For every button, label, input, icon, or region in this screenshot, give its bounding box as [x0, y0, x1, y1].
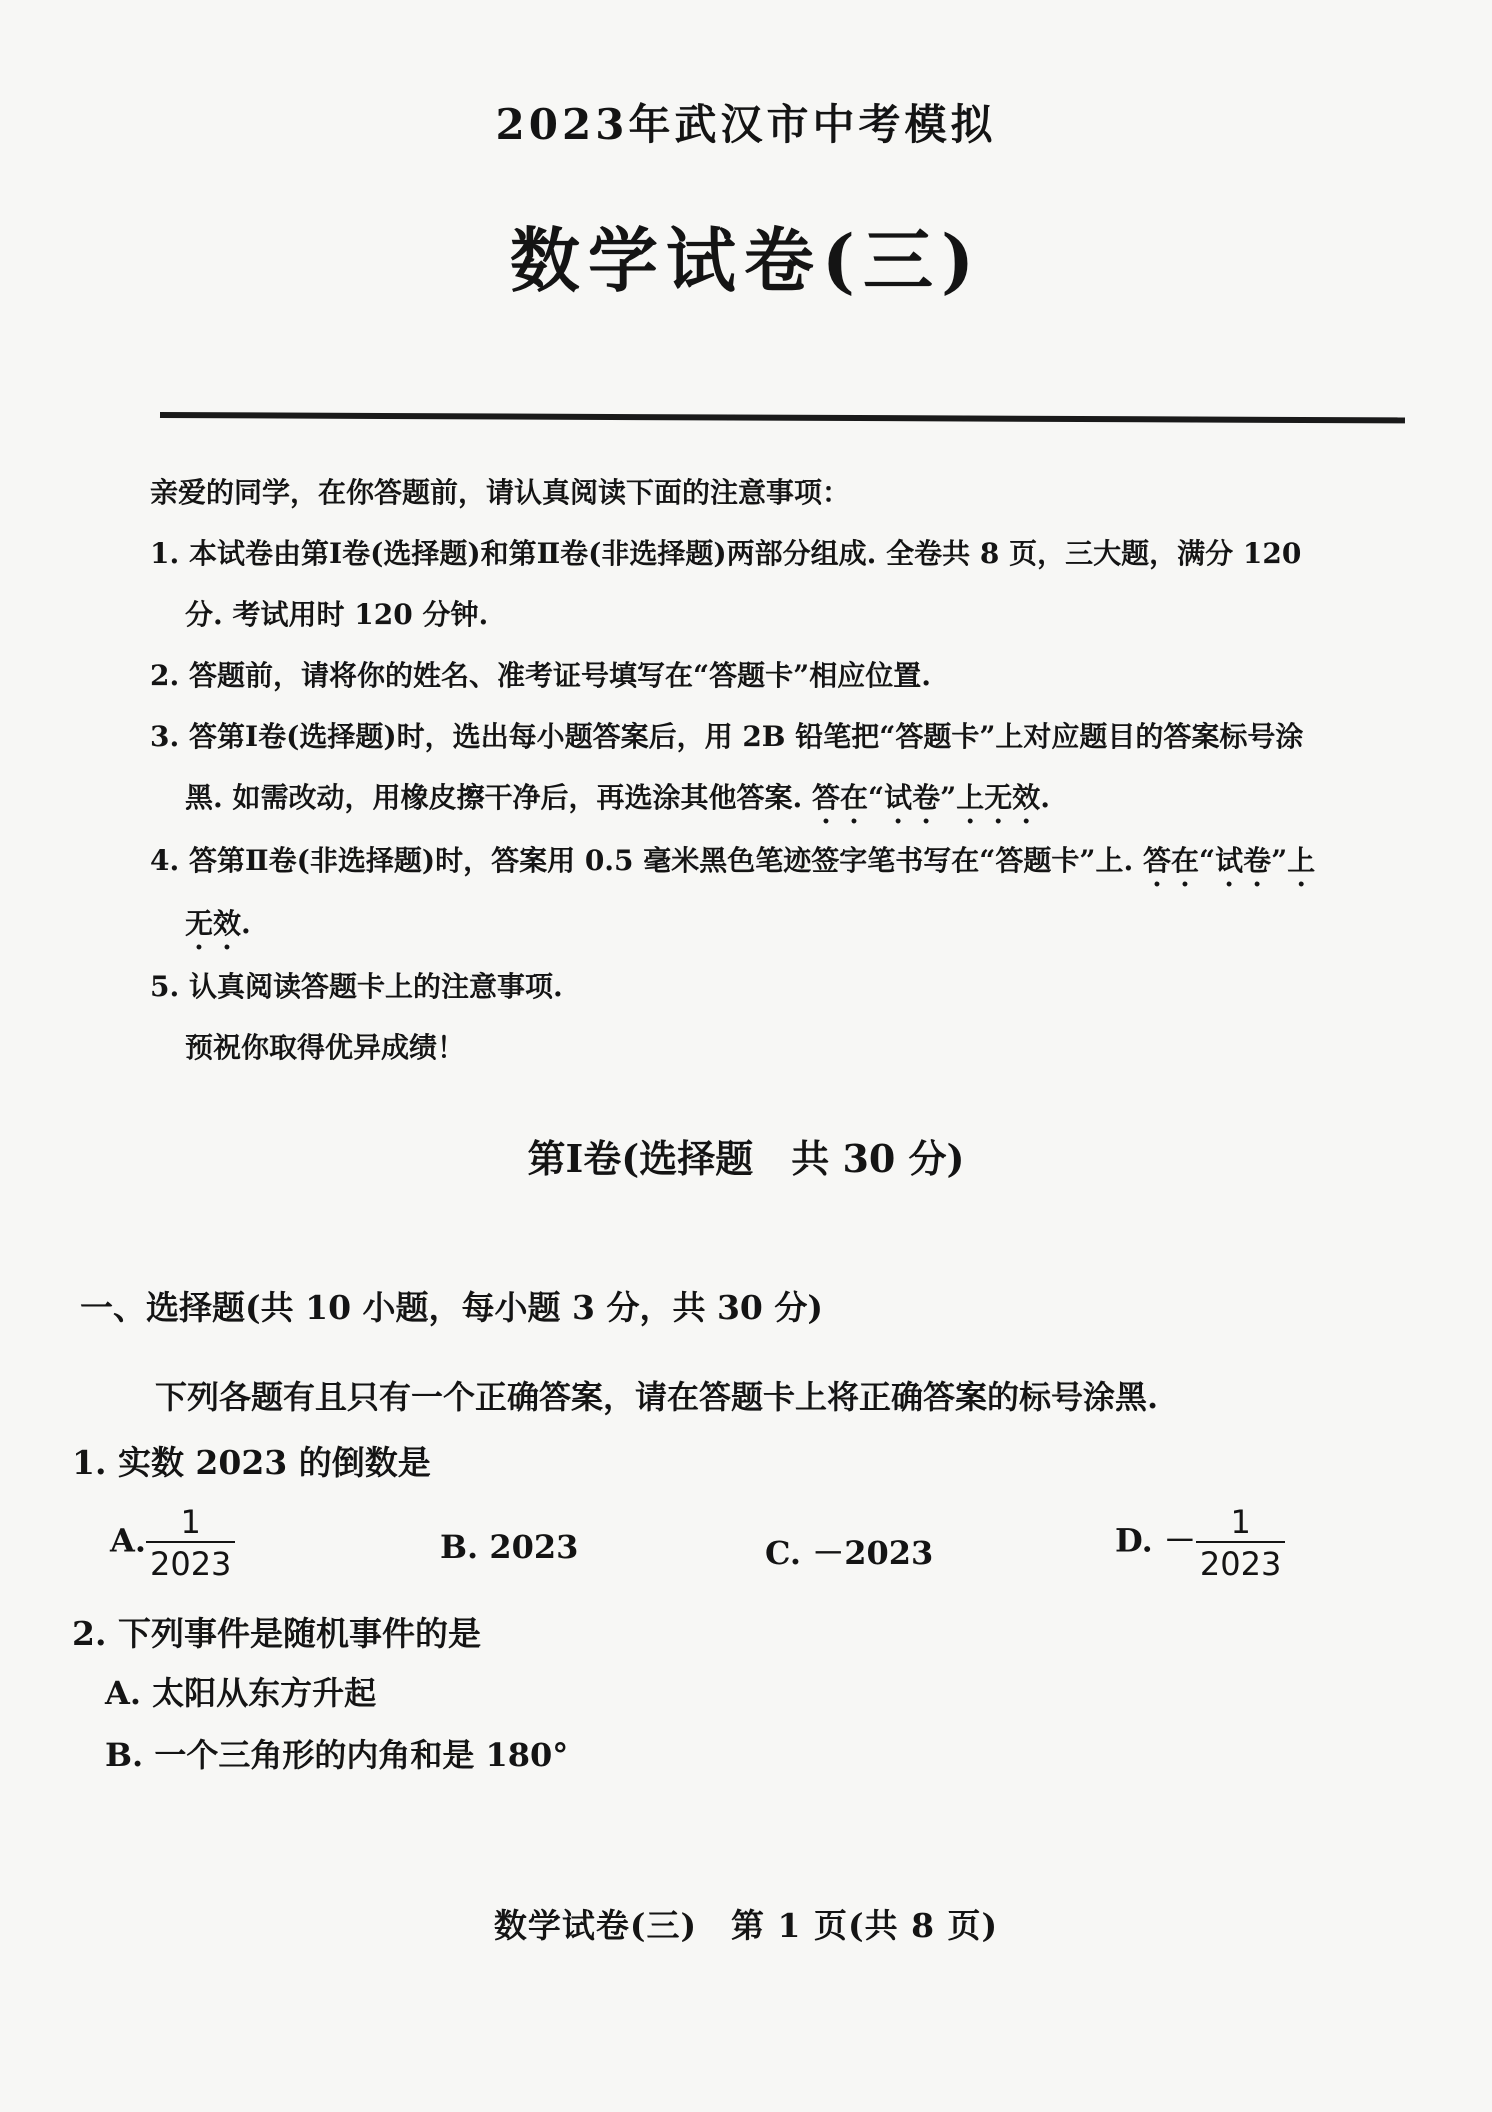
exam-title: 2023年武汉市中考模拟: [495, 100, 997, 149]
option-d-label: D. －: [1115, 1521, 1196, 1560]
notice-wish: 预祝你取得优异成绩！: [185, 1031, 466, 1064]
paper-title: 数学试卷(三): [509, 219, 983, 302]
question-2-stem: 2. 下列事件是随机事件的是: [72, 1614, 481, 1653]
question-1-option-c: C. －2023: [765, 1534, 934, 1572]
question-2-option-b: B. 一个三角形的内角和是 180°: [105, 1736, 569, 1774]
page-footer: 数学试卷(三) 第 1 页(共 8 页): [493, 1906, 999, 1945]
question-1-stem: 1. 实数 2023 的倒数是: [72, 1443, 431, 1482]
notice-item-1: 1. 本试卷由第Ⅰ卷(选择题)和第Ⅱ卷(非选择题)两部分组成. 全卷共 8 页，三大题，满分 120: [150, 537, 1302, 570]
question-1-option-d: [1115, 1503, 1285, 1583]
header-divider: [160, 412, 1405, 423]
option-d-denominator: 2023: [1196, 1541, 1285, 1583]
part-heading: 一、选择题(共 10 小题，每小题 3 分，共 30 分): [80, 1288, 823, 1327]
notice-item-4: [150, 830, 1410, 893]
notice-item-3: 3. 答第Ⅰ卷(选择题)时，选出每小题答案后，用 2B 铅笔把“答题卡”上对应题目的答案标号涂: [150, 720, 1304, 753]
option-a-denominator: 2023: [146, 1541, 235, 1583]
option-d-numerator: 1: [1230, 1503, 1251, 1541]
question-2-option-a: A. 太阳从东方升起: [105, 1674, 377, 1712]
notice-item-3-cont: [150, 767, 1410, 830]
notice-item-3-emphasis: 答在“试卷”上无效.: [812, 781, 1050, 814]
notice-item-1-cont: 分. 考试用时 120 分钟.: [185, 598, 489, 631]
question-1-option-a: [110, 1503, 235, 1583]
notice-item-2: 2. 答题前，请将你的姓名、准考证号填写在“答题卡”相应位置.: [150, 659, 931, 692]
notice-item-3-text: 黑. 如需改动，用橡皮擦干净后，再选涂其他答案.: [185, 781, 812, 814]
notice-item-4-emphasis-cont: 无效.: [185, 907, 251, 940]
part-instruction: 下列各题有且只有一个正确答案，请在答题卡上将正确答案的标号涂黑.: [155, 1378, 1159, 1416]
notice-item-4-text: 4. 答第Ⅱ卷(非选择题)时，答案用 0.5 毫米黑色笔迹签字笔书写在“答题卡”上.: [150, 844, 1143, 877]
notice-greeting: 亲爱的同学，在你答题前，请认真阅读下面的注意事项：: [150, 476, 851, 509]
option-d-fraction: [1196, 1503, 1285, 1583]
notice-item-4-emphasis: 答在“试卷”上: [1143, 844, 1316, 877]
option-a-fraction: [146, 1503, 235, 1583]
notice-item-4-cont: [150, 893, 1410, 956]
section-title: 第Ⅰ卷(选择题 共 30 分): [527, 1136, 965, 1181]
notice-item-5: 5. 认真阅读答题卡上的注意事项.: [150, 970, 563, 1003]
option-a-numerator: 1: [180, 1503, 201, 1541]
option-a-label: A.: [110, 1521, 146, 1560]
notice-block: [150, 462, 1410, 1078]
question-1-option-b: B. 2023: [440, 1528, 579, 1566]
